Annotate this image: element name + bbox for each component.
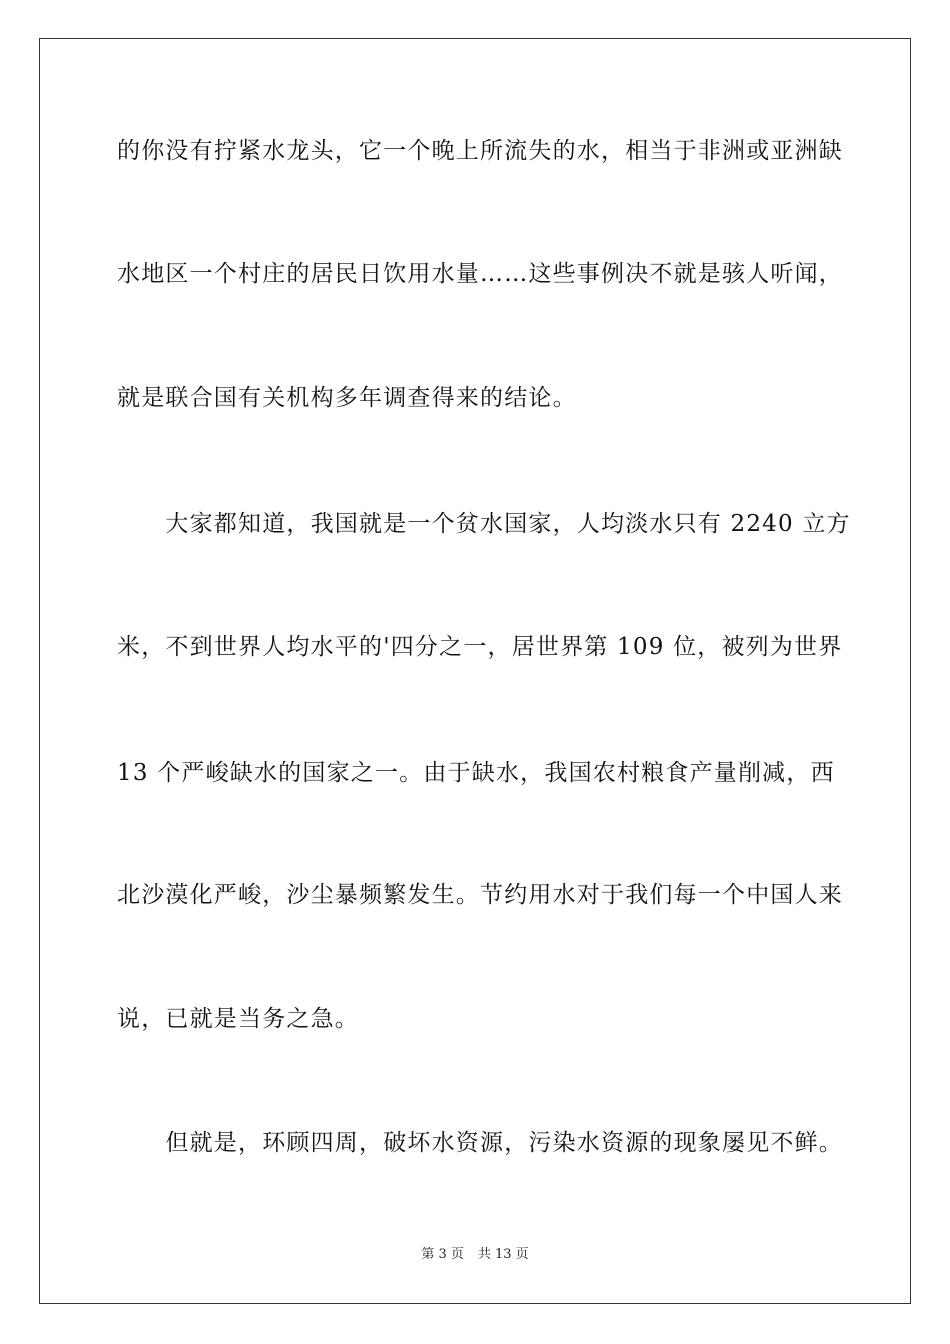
paragraph-line: 说，已就是当务之急。	[117, 1006, 359, 1032]
page-border	[39, 38, 911, 1304]
page-total: 共 13 页	[477, 1247, 529, 1262]
paragraph-line: 13 个严峻缺水的国家之一。由于缺水，我国农村粮食产量削减，西	[117, 760, 835, 786]
paragraph-line: 的你没有拧紧水龙头，它一个晚上所流失的水，相当于非洲或亚洲缺	[117, 138, 843, 164]
page-footer	[0, 1246, 950, 1264]
paragraph-line: 但就是，环顾四周，破坏水资源，污染水资源的现象屡见不鲜。	[117, 1130, 843, 1156]
paragraph-line: 水地区一个村庄的居民日饮用水量……这些事例决不就是骇人听闻，	[117, 261, 843, 287]
paragraph-line: 米，不到世界人均水平的'四分之一，居世界第 109 位，被列为世界	[117, 634, 843, 660]
paragraph-line: 北沙漠化严峻，沙尘暴频繁发生。节约用水对于我们每一个中国人来	[117, 882, 843, 908]
paragraph-line: 大家都知道，我国就是一个贫水国家，人均淡水只有 2240 立方	[117, 511, 851, 537]
page-number: 第 3 页	[421, 1247, 464, 1262]
paragraph-line: 就是联合国有关机构多年调查得来的结论。	[117, 385, 577, 411]
